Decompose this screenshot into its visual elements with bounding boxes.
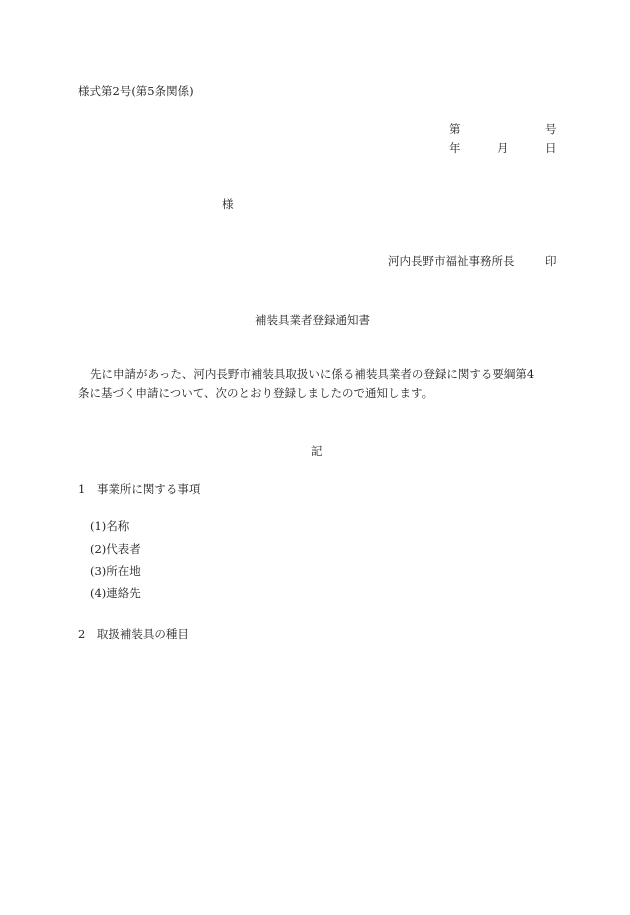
date-year: 年 (449, 141, 461, 155)
document-number-suffix: 号 (545, 122, 557, 136)
body-text-line-1: 先に申請があった、河内長野市補装具取扱いに係る補装具業者の登録に関する要綱第4 (90, 367, 535, 381)
ki-heading: 記 (311, 444, 323, 458)
form-number: 様式第2号(第5条関係) (78, 84, 194, 98)
section-heading-device-types: 2 取扱補装具の種目 (78, 627, 189, 641)
seal-mark: 印 (545, 254, 557, 268)
body-text-line-2: 条に基づく申請について、次のとおり登録しましたので通知します。 (78, 386, 434, 400)
list-item-contact: (4)連絡先 (90, 586, 141, 600)
list-item-address: (3)所在地 (90, 564, 141, 578)
document-number-prefix: 第 (449, 122, 461, 136)
list-item-representative: (2)代表者 (90, 542, 141, 556)
list-item-name: (1)名称 (90, 519, 130, 533)
date-day: 日 (545, 141, 557, 155)
addressee-honorific: 様 (222, 197, 234, 211)
document-title: 補装具業者登録通知書 (255, 313, 370, 327)
section-heading-office: 1 事業所に関する事項 (78, 482, 201, 496)
date-month: 月 (497, 141, 509, 155)
issuer-title: 河内長野市福祉事務所長 (388, 254, 515, 268)
